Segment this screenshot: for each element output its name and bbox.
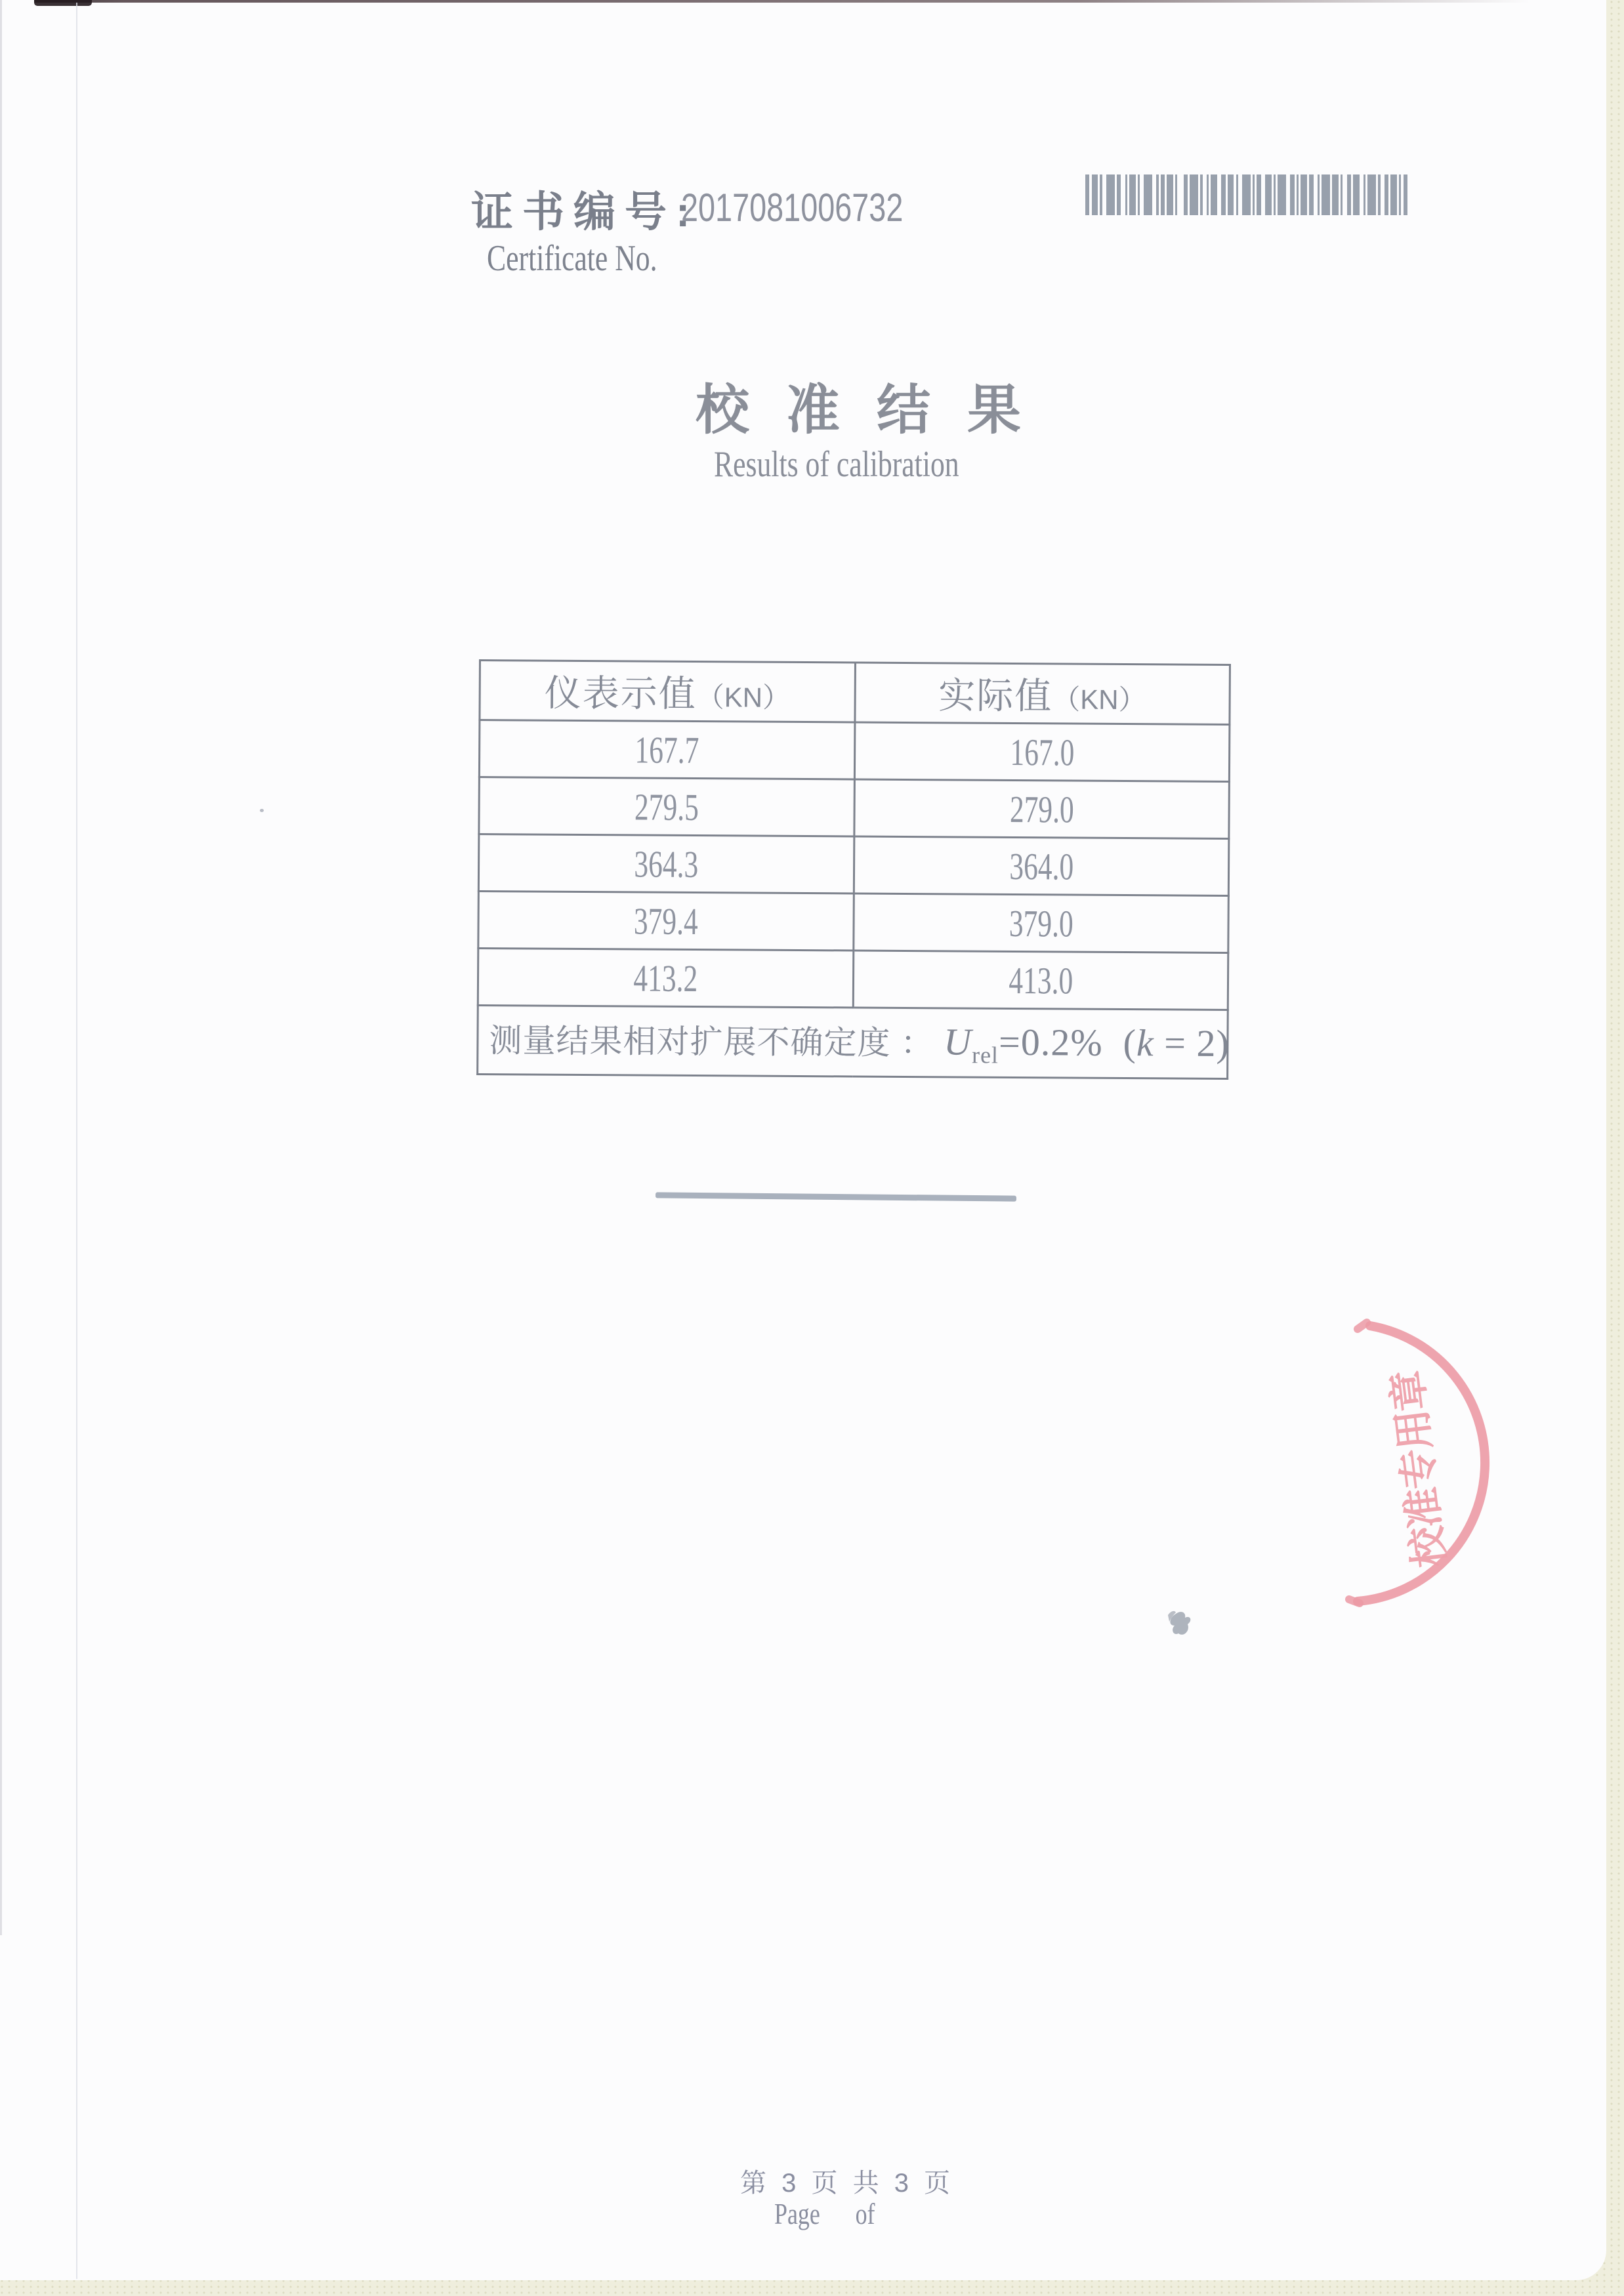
certificate-no-label-zh: 证书编号: xyxy=(471,188,699,236)
barcode-bar xyxy=(1322,174,1330,215)
barcode-gap xyxy=(1407,174,1411,215)
uncertainty-prefix: 测量结果相对扩展不确定度 ： xyxy=(489,1021,934,1061)
scan-left-edge-shadow xyxy=(0,0,2,1935)
barcode-bar xyxy=(1353,174,1360,215)
barcode-bar xyxy=(1129,174,1136,215)
cell-indicated-2: 279.5 xyxy=(479,777,854,836)
barcode-bar xyxy=(1301,174,1307,215)
barcode-bar xyxy=(1211,174,1217,215)
cell-indicated-4: 379.4 xyxy=(478,892,854,951)
barcode-bar xyxy=(1228,174,1234,215)
barcode-bar xyxy=(1265,174,1272,215)
scan-speck xyxy=(260,809,264,812)
barcode-bar xyxy=(1167,174,1173,215)
page-fold-line xyxy=(76,3,77,2279)
barcode-gap xyxy=(1177,174,1184,215)
uncertainty-formula: $U_{rel}=0.2\%$ (k = 2) xyxy=(944,1020,1230,1069)
header-actual-value: 实际值（KN） xyxy=(854,663,1230,724)
scan-top-edge-shadow xyxy=(34,0,1530,3)
page-title-en xyxy=(714,443,1028,485)
table-row xyxy=(479,720,1230,782)
barcode xyxy=(1085,174,1412,215)
table-row xyxy=(478,949,1228,1010)
barcode-bar xyxy=(1332,174,1339,215)
header-indicated-unit: （KN） xyxy=(696,682,791,713)
page-number-en-text: Page of xyxy=(774,2197,875,2230)
cell-indicated-1: 167.7 xyxy=(479,720,854,779)
cell-actual-3: 364.0 xyxy=(854,836,1229,895)
barcode-bar xyxy=(1092,174,1098,215)
barcode-bar xyxy=(1242,174,1251,215)
certificate-no-label-en xyxy=(487,237,705,279)
ink-smudge xyxy=(1161,1605,1201,1639)
cell-indicated-5: 413.2 xyxy=(478,949,853,1008)
cell-indicated-3: 364.3 xyxy=(478,834,854,893)
header-indicated-value: 仪表示值（KN） xyxy=(480,661,855,722)
cell-actual-4: 379.0 xyxy=(853,893,1228,953)
uncertainty-note xyxy=(478,1005,1228,1078)
barcode-bar xyxy=(1278,174,1286,215)
calibration-results-table xyxy=(476,659,1231,1080)
page-title-zh: 校准结果 xyxy=(696,380,1058,440)
page-number-en xyxy=(774,2196,904,2231)
table-row xyxy=(479,777,1230,839)
certificate-number xyxy=(681,185,966,230)
page-title-en-text: Results of calibration xyxy=(714,444,959,485)
barcode-bar xyxy=(1190,174,1198,215)
table-row xyxy=(478,892,1229,953)
barcode-bar xyxy=(1144,174,1152,215)
certificate-no-label-en-text: Certificate No. xyxy=(487,238,657,279)
stamp-text: 校准专用章 xyxy=(1385,1368,1454,1570)
barcode-bar xyxy=(1106,174,1115,215)
barcode-bar xyxy=(1390,174,1397,215)
barcode-bar xyxy=(1367,174,1376,215)
header-actual-unit: （KN） xyxy=(1052,684,1146,716)
scan-top-edge-mark xyxy=(34,0,92,6)
table-row xyxy=(478,834,1229,896)
certificate-number-text: 2017081006732 xyxy=(681,186,904,230)
uncertainty-row xyxy=(478,1005,1228,1078)
page-number-zh: 第 3 页 共 3 页 xyxy=(740,2169,955,2198)
cell-actual-2: 279.0 xyxy=(854,779,1229,838)
cell-actual-1: 167.0 xyxy=(854,722,1230,781)
table-header-row xyxy=(480,661,1230,725)
cell-actual-5: 413.0 xyxy=(853,951,1228,1010)
